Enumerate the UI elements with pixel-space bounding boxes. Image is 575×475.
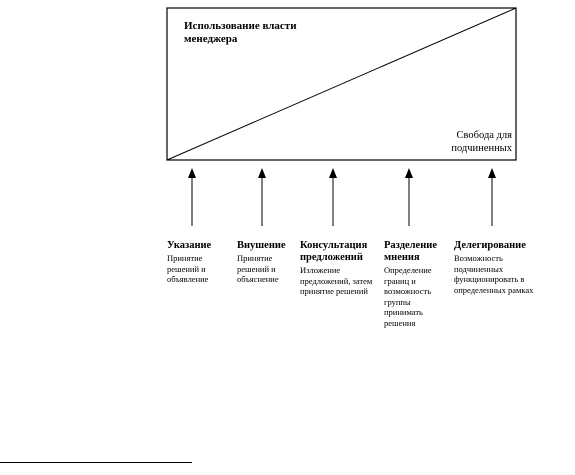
manager-authority-label: Использование власти менеджера (184, 20, 297, 45)
style-heading: Делегирование (454, 240, 526, 251)
style-description: Принятие решений и объяснение (237, 253, 279, 284)
subordinate-freedom-label: Свобода для подчиненных (451, 130, 512, 154)
style-description: Принятие решений и объявление (167, 253, 209, 284)
style-razdelenie (384, 240, 446, 328)
arrow-head-icon (405, 168, 413, 178)
style-heading: Разделение мнения (384, 240, 437, 263)
style-description: Возможность подчиненных функционировать в определенных рамках (454, 253, 534, 295)
style-heading: Консультация предложений (300, 240, 368, 263)
style-heading: Указание (167, 240, 212, 251)
style-ukazanie (167, 240, 233, 285)
arrow-head-icon (258, 168, 266, 178)
style-description: Изложение предложений, затем принятие решений (300, 265, 373, 296)
arrow-head-icon (188, 168, 196, 178)
style-delegirovanie (454, 240, 546, 295)
arrow-head-icon (329, 168, 337, 178)
arrow-head-icon (488, 168, 496, 178)
style-vnushenie (237, 240, 289, 285)
style-description: Определение границ и возможность группы принимать решения (384, 265, 432, 328)
footnote-separator (0, 462, 192, 463)
style-konsultatsiya (300, 240, 378, 297)
arrow-ukazanie (188, 168, 196, 226)
arrow-razdelenie (405, 168, 413, 226)
arrow-delegirovanie (488, 168, 496, 226)
arrow-konsultatsiya (329, 168, 337, 226)
style-heading: Внушение (237, 240, 286, 251)
arrow-vnushenie (258, 168, 266, 226)
